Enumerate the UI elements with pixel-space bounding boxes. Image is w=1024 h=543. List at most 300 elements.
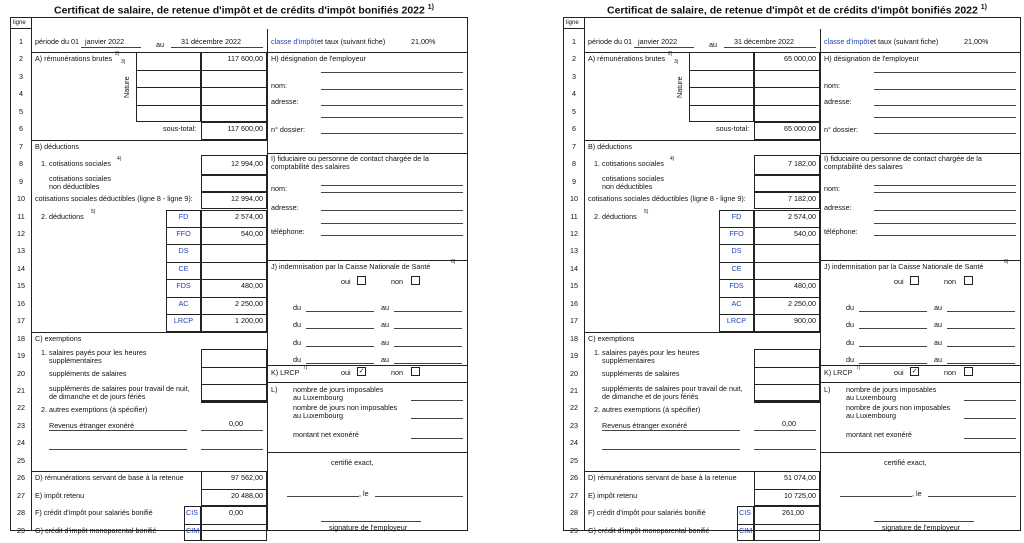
form-grid [10, 17, 468, 535]
cns-period-du: du [293, 355, 301, 365]
overtime-rule-1 [201, 367, 267, 368]
file-number-underline [874, 133, 1016, 134]
period-end-underline [724, 47, 816, 48]
tax-class-link[interactable]: classe d'impôt [824, 37, 870, 46]
cns-non-label: non [391, 277, 403, 287]
row24-underline-1 [602, 449, 740, 450]
fiduciary-label-2: comptabilité des salaires [824, 162, 903, 172]
deduction-code-fd[interactable]: FD [178, 211, 189, 221]
supplements-label: suppléments de salaires [602, 368, 680, 378]
line-number: 21 [570, 386, 578, 395]
lrcp-oui-checkbox[interactable]: ✓ [358, 367, 365, 375]
non-deductible-label-2: non déductibles [49, 181, 100, 191]
line-number: 25 [570, 455, 578, 465]
cns-period-au: au [934, 337, 942, 347]
exemptions-label: C) exemptions [588, 333, 635, 343]
cns-indemnity-label: J) indemnisation par la Caisse Nationale de Santé [271, 261, 431, 271]
code-row-rule [719, 227, 820, 228]
fg-rule [737, 524, 820, 525]
title-footnote: 1) [980, 4, 987, 11]
line-number: 23 [17, 420, 25, 430]
fiduciary-address-underline [321, 210, 463, 211]
period-au: au [156, 40, 164, 49]
nature-footnote: 3) [121, 59, 126, 66]
code-row-rule [719, 262, 820, 263]
taxable-days-underline [964, 400, 1016, 401]
section-j-rule [267, 365, 468, 366]
deduction-value-ffo: 540,00 [241, 228, 263, 238]
code-row-rule [166, 262, 267, 263]
lrcp-non-checkbox[interactable] [964, 367, 973, 376]
form-title-text: Certificat de salaire, de retenue d'impôt et de crédits d'impôt bonifiés 2022 [54, 4, 425, 17]
tax-withheld-label: E) impôt retenu [35, 490, 85, 500]
date-comma-le: , le [912, 488, 922, 498]
line-number: 5 [572, 106, 576, 116]
lrcp-footnote: 7) [303, 364, 308, 371]
line-number: 29 [570, 525, 578, 535]
title-footnote: 1) [427, 4, 434, 11]
code-row-rule [166, 244, 267, 245]
employer-name-label: nom: [271, 81, 287, 91]
cim-code[interactable]: CIM [186, 525, 200, 535]
nature-row-rule [689, 105, 820, 106]
gross-footnote: 2) [115, 51, 120, 58]
employer-address-underline-2 [874, 117, 1016, 118]
overtime-label-1: 1. salaires payés pour les heures [594, 348, 700, 358]
taxable-days-label-2: au Luxembourg [293, 393, 343, 402]
non-deductible-box[interactable] [201, 175, 267, 192]
cis-code[interactable]: CIS [739, 508, 751, 518]
nontaxable-days-underline [964, 418, 1016, 419]
deduction-code-ds[interactable]: DS [178, 246, 189, 256]
other-exemptions-label: 2. autres exemptions (à spécifier) [594, 405, 701, 415]
foreign-income-label: Revenus étranger exonéré [49, 420, 135, 430]
code-row-rule [166, 227, 267, 228]
non-deductible-box[interactable] [754, 175, 820, 192]
line-number: 3 [19, 71, 23, 81]
lrcp-oui-checkbox[interactable]: ✓ [911, 367, 918, 375]
cis-value: 261,00 [782, 508, 804, 518]
tax-rate-label: et taux (suivant fiche) [317, 37, 386, 46]
line-number: 24 [570, 438, 578, 448]
deduction-code-lrcp[interactable]: LRCP [726, 316, 747, 326]
lrcp-footnote: 7) [856, 364, 861, 371]
overtime-box[interactable] [201, 349, 267, 401]
cns-period-au-underline [947, 328, 1015, 329]
deduction-code-fd[interactable]: FD [731, 211, 742, 221]
deductions-footnote: 5) [91, 208, 96, 215]
cns-period-du-underline [306, 311, 374, 312]
section-l-rule [267, 452, 468, 453]
cns-footnote: 6) [451, 258, 456, 265]
line-number: 1 [19, 37, 23, 46]
foreign-income-underline [49, 430, 187, 431]
section-i-rule [267, 260, 468, 261]
nontaxable-days-label-1: nombre de jours non imposables [846, 403, 951, 413]
deduction-code-lrcp[interactable]: LRCP [173, 316, 194, 326]
social-contributions-label: 1. cotisations sociales [594, 159, 664, 169]
line-number: 18 [17, 333, 25, 343]
contrib-footnote: 4) [670, 156, 675, 163]
line-number: 12 [570, 228, 578, 238]
line-number: 27 [570, 490, 578, 500]
tax-rate-value: 21,00% [411, 37, 436, 46]
row24-underline-2 [201, 449, 263, 450]
foreign-income-label: Revenus étranger exonéré [602, 420, 688, 430]
column-separator [820, 29, 821, 530]
base-box-rule [201, 489, 267, 490]
cns-non-checkbox[interactable] [964, 276, 973, 285]
nontaxable-days-label-2: au Luxembourg [293, 411, 343, 421]
line-number: 7 [572, 141, 576, 151]
overtime-label-2: supplémentaires [49, 356, 102, 366]
line-number: 24 [17, 438, 25, 448]
nontaxable-days-label-2: au Luxembourg [846, 411, 896, 421]
cim-code[interactable]: CIM [739, 525, 753, 535]
foreign-value-underline [201, 430, 263, 431]
line-number: 3 [572, 71, 576, 81]
deduction-code-ffo[interactable]: FFO [176, 228, 191, 238]
line-number: 9 [572, 176, 576, 186]
non-deductible-label-1: cotisations sociales [602, 173, 664, 183]
overtime-rule-2 [754, 384, 820, 385]
row24-underline-2 [754, 449, 816, 450]
code-row-rule [166, 297, 267, 298]
cns-non-label: non [944, 277, 956, 287]
nature-row-rule [136, 105, 267, 106]
employer-address-underline [874, 105, 1016, 106]
file-number-underline [321, 133, 463, 134]
night-supp-box[interactable] [201, 401, 267, 403]
code-row-rule [719, 279, 820, 280]
cns-period-du-underline [306, 346, 374, 347]
form-grid [563, 17, 1021, 535]
subtotal-value: 65 000,00 [784, 124, 816, 134]
cns-non-checkbox[interactable] [411, 276, 420, 285]
period-au: au [709, 40, 717, 49]
deduction-code-ce[interactable]: CE [178, 263, 189, 273]
employer-address-label: adresse: [271, 96, 299, 106]
cns-period-au-underline [947, 346, 1015, 347]
tax-rate-label: et taux (suivant fiche) [870, 37, 939, 46]
night-supp-box[interactable] [754, 401, 820, 403]
gross-amount-value: 65 000,00 [784, 54, 816, 64]
cns-period-au-underline [947, 311, 1015, 312]
overtime-rule-2 [201, 384, 267, 385]
row24-underline-1 [49, 449, 187, 450]
period-end: 31 décembre 2022 [734, 37, 794, 46]
deduction-code-ac[interactable]: AC [731, 298, 742, 308]
cns-period-du: du [846, 355, 854, 365]
base-box-rule [754, 489, 820, 490]
line-number: 21 [17, 386, 25, 395]
cns-period-du-underline [859, 346, 927, 347]
employer-name-underline-2 [874, 72, 1016, 73]
row17-rule [584, 332, 820, 333]
cns-period-du-underline [306, 328, 374, 329]
employer-name-underline [874, 89, 1016, 90]
line-number: 8 [572, 159, 576, 169]
exempt-amount-label: montant net exonéré [846, 430, 912, 440]
date-comma-le: , le [359, 488, 369, 498]
line-number-separator [584, 18, 585, 530]
line-number: 12 [17, 228, 25, 238]
overtime-label-1: 1. salaires payés pour les heures [41, 348, 147, 358]
cis-value: 0,00 [229, 508, 243, 518]
deduction-code-ds[interactable]: DS [731, 246, 742, 256]
single-parent-credit-label: G) crédit d'impôt monoparental bonifié [35, 525, 157, 535]
fiduciary-address-underline-2 [874, 223, 1016, 224]
line-number: 23 [570, 420, 578, 430]
cns-indemnity-label: J) indemnisation par la Caisse Nationale de Santé [824, 261, 984, 271]
cis-code[interactable]: CIS [186, 508, 198, 518]
deduction-value-ffo: 540,00 [794, 228, 816, 238]
ligne-header: ligne [13, 20, 26, 26]
line-number: 14 [570, 263, 578, 273]
deduction-code-ffo[interactable]: FFO [729, 228, 744, 238]
deductions-label: B) déductions [35, 141, 79, 151]
section-l-label: L) [271, 385, 278, 394]
deductible-contrib-value: 7 182,00 [788, 194, 816, 204]
form-title [54, 4, 434, 17]
line-number: 8 [19, 159, 23, 169]
file-number-label: n° dossier: [271, 125, 306, 135]
tax-class-link[interactable]: classe d'impôt [271, 37, 317, 46]
deductible-contrib-label: cotisations sociales déductibles (ligne 8 - ligne 9): [588, 194, 746, 204]
section-i-rule [820, 260, 1021, 261]
nature-row-rule [136, 70, 267, 71]
deduction-code-ac[interactable]: AC [178, 298, 189, 308]
row6-rule [31, 140, 267, 141]
employer-address-underline [321, 105, 463, 106]
tax-withheld-value: 20 488,00 [231, 490, 263, 500]
telephone-label: téléphone: [271, 226, 305, 236]
section-l-rule [820, 452, 1021, 453]
nontaxable-days-underline [411, 418, 463, 419]
cns-period-du: du [846, 320, 854, 330]
line-number: 20 [17, 368, 25, 378]
fg-rule [184, 524, 267, 525]
deduction-code-fds[interactable]: FDS [729, 281, 744, 291]
cns-period-au: au [381, 302, 389, 312]
line-number: 20 [570, 368, 578, 378]
tax-rate-value: 21,00% [964, 37, 989, 46]
line-number: 25 [17, 455, 25, 465]
deduction-code-fds[interactable]: FDS [176, 281, 191, 291]
line-number: 6 [19, 124, 23, 134]
employer-address-label: adresse: [824, 96, 852, 106]
line-number: 4 [572, 89, 576, 99]
line-number: 5 [19, 106, 23, 116]
base-remuneration-label: D) rémunérations servant de base à la retenue [35, 473, 184, 483]
line-number: 9 [19, 176, 23, 186]
lrcp-non-label: non [944, 367, 956, 377]
lrcp-oui-label: oui [341, 367, 351, 377]
place-underline [840, 496, 912, 497]
foreign-income-value: 0,00 [229, 418, 243, 428]
row17-rule [31, 332, 267, 333]
fiduciary-address-underline-2 [321, 223, 463, 224]
column-separator [267, 29, 268, 530]
line-number: 11 [570, 211, 578, 221]
deduction-value-ac: 2 250,00 [235, 298, 263, 308]
employer-name-label: nom: [824, 81, 840, 91]
deductions-2-label: 2. déductions [41, 211, 84, 221]
cns-period-du: du [293, 302, 301, 312]
exempt-amount-label: montant net exonéré [293, 430, 359, 440]
night-supplements-label-1: suppléments de salaires pour travail de nuit, [49, 384, 190, 393]
section-j-rule [820, 365, 1021, 366]
line-number: 18 [570, 333, 578, 343]
line-number-separator [31, 18, 32, 530]
night-supplements-label-2: de dimanche et de jours fériés [602, 392, 699, 401]
social-contributions-label: 1. cotisations sociales [41, 159, 111, 169]
line-number: 27 [17, 490, 25, 500]
tax-withheld-label: E) impôt retenu [588, 490, 638, 500]
line-number: 29 [17, 525, 25, 535]
cns-oui-label: oui [894, 277, 904, 287]
non-deductible-label-2: non déductibles [602, 181, 653, 191]
line-number: 26 [17, 473, 25, 483]
foreign-income-underline [602, 430, 740, 431]
code-row-rule [719, 244, 820, 245]
cns-oui-checkbox[interactable] [357, 276, 366, 285]
place-underline [287, 496, 359, 497]
deduction-value-lrcp: 1 200,00 [235, 316, 263, 326]
lrcp-oui-label: oui [894, 367, 904, 377]
line-number: 1 [572, 37, 576, 46]
base-remuneration-label: D) rémunérations servant de base à la retenue [588, 473, 737, 483]
line-number: 15 [570, 281, 578, 291]
exemptions-label: C) exemptions [35, 333, 82, 343]
code-row-rule [166, 314, 267, 315]
period-start-month: janvier 2022 [85, 37, 125, 46]
lrcp-label: K) LRCP [271, 367, 300, 377]
cns-period-au-underline [394, 328, 462, 329]
deduction-value-fds: 480,00 [241, 281, 263, 291]
code-row-rule [166, 279, 267, 280]
non-deductible-label-1: cotisations sociales [49, 173, 111, 183]
overtime-box[interactable] [754, 349, 820, 401]
line-number: 16 [570, 298, 578, 308]
cns-period-du: du [293, 320, 301, 330]
code-row-rule [719, 314, 820, 315]
telephone-underline [874, 235, 1016, 236]
signature-underline [874, 521, 974, 522]
supplements-label: suppléments de salaires [49, 368, 127, 378]
period-label: période du 01 [35, 37, 79, 46]
section-k-rule [820, 382, 1021, 383]
nontaxable-days-label-1: nombre de jours non imposables [293, 403, 398, 413]
cns-period-au-underline [394, 311, 462, 312]
ligne-header-rule [11, 28, 31, 29]
contributions-value: 12 994,00 [231, 159, 263, 169]
cns-oui-checkbox[interactable] [910, 276, 919, 285]
file-number-label: n° dossier: [824, 125, 859, 135]
salary-certificate-right [563, 0, 1021, 543]
line-number: 13 [570, 246, 578, 256]
lrcp-non-label: non [391, 367, 403, 377]
nature-row-rule [689, 87, 820, 88]
fiduciary-name-underline [321, 185, 463, 186]
taxable-days-label-1: nombre de jours imposables [846, 385, 937, 394]
foreign-income-value: 0,00 [782, 418, 796, 428]
subtotal-value: 117 600,00 [227, 124, 263, 134]
deductible-contrib-label: cotisations sociales déductibles (ligne 8 - ligne 9): [35, 194, 193, 204]
exempt-amount-underline [964, 438, 1016, 439]
telephone-label: téléphone: [824, 226, 858, 236]
taxable-days-underline [411, 400, 463, 401]
cns-period-au: au [381, 337, 389, 347]
cns-period-au: au [934, 320, 942, 330]
gross-remuneration-label: A) rémunérations brutes [588, 54, 666, 64]
telephone-underline [321, 235, 463, 236]
date-underline [928, 496, 1016, 497]
ligne-header-rule [564, 28, 584, 29]
form-title [607, 4, 987, 17]
deductions-2-label: 2. déductions [594, 211, 637, 221]
date-underline [375, 496, 463, 497]
overtime-rule-1 [754, 367, 820, 368]
cns-period-au: au [934, 302, 942, 312]
deductible-contrib-value: 12 994,00 [231, 194, 263, 204]
taxable-days-label-1: nombre de jours imposables [293, 385, 384, 394]
gross-remuneration-label: A) rémunérations brutes [35, 54, 113, 64]
cns-period-du: du [846, 337, 854, 347]
base-remuneration-value: 97 562,00 [231, 473, 263, 483]
cns-period-du-underline [859, 328, 927, 329]
line-number: 13 [17, 246, 25, 256]
deductions-label: B) déductions [588, 141, 632, 151]
contributions-value: 7 182,00 [788, 159, 816, 169]
fiduciary-address-label: adresse: [824, 202, 852, 212]
salary-credit-label: F) crédit d'impôt pour salariés bonifié [588, 508, 706, 518]
line-number: 4 [19, 89, 23, 99]
line-number: 17 [570, 316, 578, 326]
fiduciary-label-2: comptabilité des salaires [271, 162, 350, 172]
nature-row-rule [136, 87, 267, 88]
base-remuneration-value: 51 074,00 [784, 473, 816, 483]
line-number: 10 [17, 194, 25, 204]
code-row-rule [719, 297, 820, 298]
lrcp-label: K) LRCP [824, 367, 853, 377]
taxable-days-label-2: au Luxembourg [846, 393, 896, 402]
other-exemptions-label: 2. autres exemptions (à spécifier) [41, 405, 148, 415]
line-number: 16 [17, 298, 25, 308]
cns-period-au: au [381, 320, 389, 330]
subtotal-label: sous-total: [716, 124, 750, 134]
lrcp-non-checkbox[interactable] [411, 367, 420, 376]
fiduciary-address-label: adresse: [271, 202, 299, 212]
signature-underline [321, 521, 421, 522]
fiduciary-address-underline [874, 210, 1016, 211]
line-number: 22 [570, 403, 578, 413]
deduction-code-ce[interactable]: CE [731, 263, 742, 273]
foreign-value-underline [754, 430, 816, 431]
fiduciary-name-underline-2 [874, 192, 1016, 193]
tax-withheld-value: 10 725,00 [784, 490, 816, 500]
nature-footnote: 3) [674, 59, 679, 66]
line-number: 17 [17, 316, 25, 326]
line-number: 28 [17, 508, 25, 518]
fiduciary-name-underline [874, 185, 1016, 186]
line-number: 19 [17, 351, 25, 361]
period-start-underline [634, 47, 694, 48]
fiduciary-label-1: I) fiduciaire ou personne de contact chargée de la [824, 154, 982, 164]
employer-designation-label: H) désignation de l'employeur [271, 54, 366, 64]
deduction-value-fd: 2 574,00 [235, 211, 263, 221]
gross-amount-value: 117 600,00 [227, 54, 263, 64]
